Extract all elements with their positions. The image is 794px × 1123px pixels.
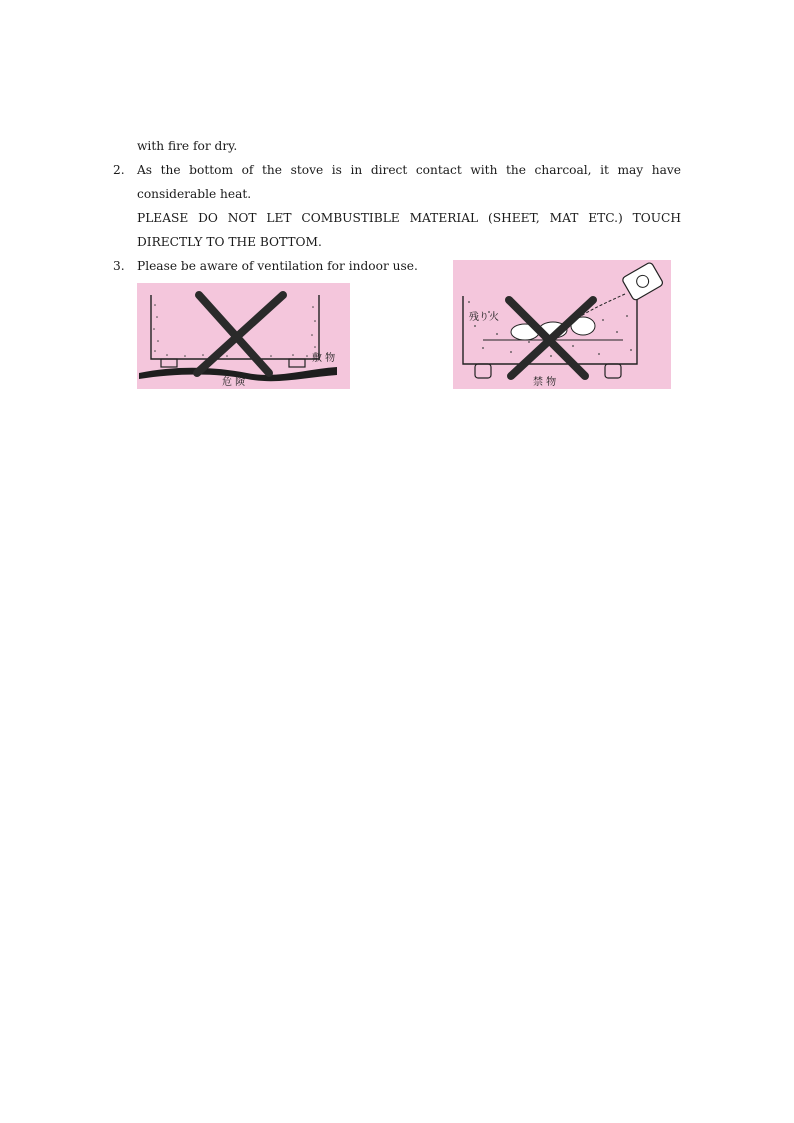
- embers-label: 残り火: [469, 312, 499, 323]
- figure-stove-on-mat: [137, 283, 350, 389]
- danger-label: 危 険: [222, 377, 246, 388]
- item-warning-line: DIRECTLY TO THE BOTTOM.: [137, 235, 322, 249]
- mat-label: 敷 物: [312, 353, 336, 364]
- continuation-line: with fire for dry.: [137, 139, 238, 153]
- water-on-embers-illustration: [453, 260, 671, 389]
- item-text-line: considerable heat.: [137, 187, 252, 201]
- item-text-line: Please be aware of ventilation for indoor use.: [137, 259, 418, 273]
- item-text-line: As the bottom of the stove is in direct contact with the charcoal, it may have: [137, 163, 681, 177]
- figure-water-on-embers: [453, 260, 671, 389]
- item-number: 2.: [113, 163, 125, 177]
- item-warning-line: PLEASE DO NOT LET COMBUSTIBLE MATERIAL (SHEET, MAT ETC.) TOUCH: [137, 211, 681, 225]
- stove-on-mat-illustration: [137, 283, 350, 389]
- item-number: 3.: [113, 259, 125, 273]
- forbidden-label: 禁 物: [533, 377, 557, 388]
